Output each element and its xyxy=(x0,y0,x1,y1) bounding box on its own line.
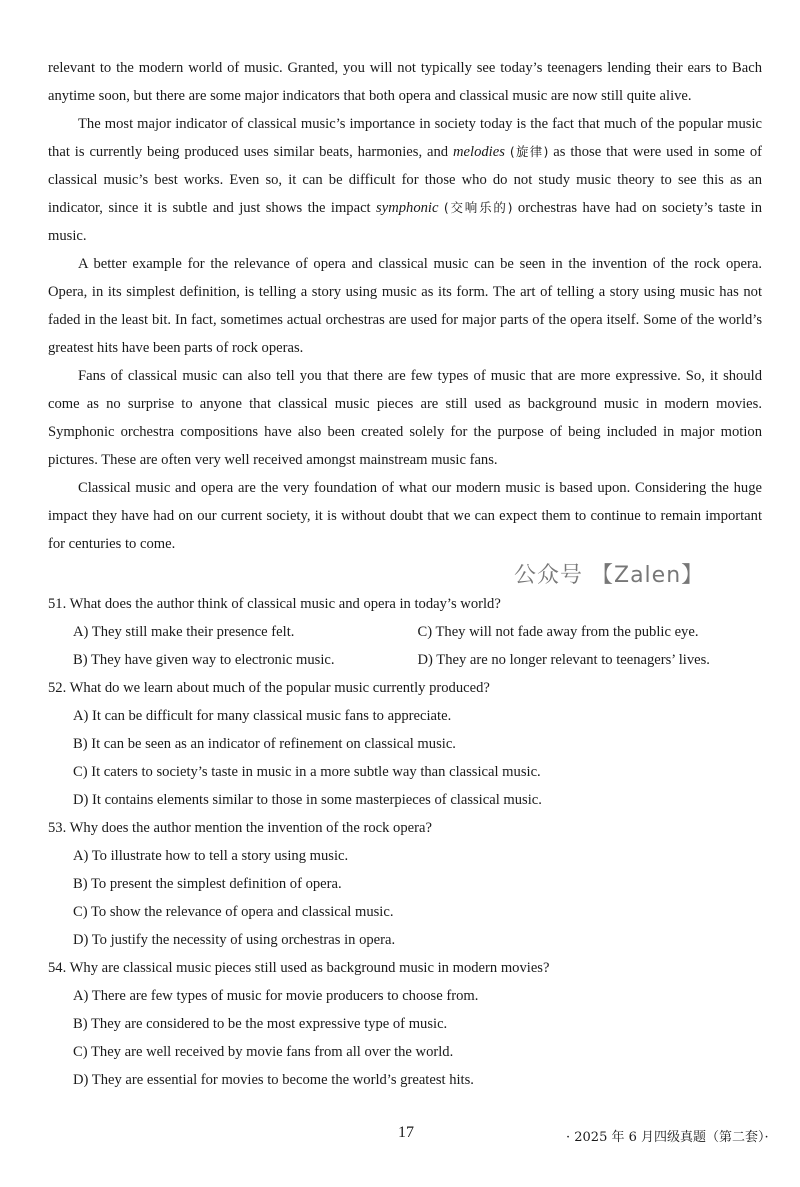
question-52 xyxy=(48,674,762,814)
question-54 xyxy=(48,954,762,1094)
option-row xyxy=(48,618,762,646)
option-d: D) To justify the necessity of using orchestras in opera. xyxy=(73,932,396,948)
option-a: A) To illustrate how to tell a story using music. xyxy=(73,848,349,864)
vocab-gloss: (交响乐的) xyxy=(443,200,513,215)
option-a: A) It can be difficult for many classical music fans to appreciate. xyxy=(73,708,452,724)
passage-text: The most major indicator of classical music’s importance in society today is the fact that much of the popular music that is currently being produced uses similar beats, harmonies, and xyxy=(48,116,762,160)
option-b: B) To present the simplest definition of opera. xyxy=(73,876,342,892)
passage-paragraph-2: A better example for the relevance of opera and classical music can be seen in the invention of the rock opera. Opera, in its simplest definition, is telling a story using music as its form. The art of telling a story using music has not faded in the least bit. In fact, sometimes actual orchestras are used for major parts of the opera itself. Some of the world’s greatest hits have been parts of rock operas. xyxy=(48,256,762,356)
question-stem: 53. Why does the author mention the invention of the rock opera? xyxy=(48,820,432,836)
option-c: C) They are well received by movie fans from all over the world. xyxy=(73,1044,454,1060)
question-stem: 51. What does the author think of classical music and opera in today’s world? xyxy=(48,596,501,612)
passage-paragraph-4: Classical music and opera are the very foundation of what our modern music is based upon. Considering the huge impact they have had on our current society, it is without doubt that we can expect them to continue to remain important for centuries to come. xyxy=(48,480,762,552)
option-c: C) They will not fade away from the public eye. xyxy=(417,624,699,640)
question-51 xyxy=(48,590,762,674)
passage-paragraph-3: Fans of classical music can also tell you that there are few types of music that are more expressive. So, it should come as no surprise to anyone that classical music pieces are still used as background music in modern movies. Symphonic orchestra compositions have also been created solely for the purpose of being included in major motion pictures. These are often very well received amongst mainstream music fans. xyxy=(48,368,762,468)
page-number: 17 xyxy=(398,1124,414,1141)
option-b: B) They have given way to electronic music. xyxy=(73,652,335,668)
passage-text: as those that were used in some of classical music’s best works. Even so, it can be difficult for those who do not study music theory to see this as an indicator, since it is subtle and just shows the impact xyxy=(48,144,762,216)
vocab-melodies: melodies xyxy=(453,144,505,160)
vocab-gloss: (旋律) xyxy=(509,144,549,159)
reading-passage xyxy=(48,54,762,558)
question-stem: 54. Why are classical music pieces still used as background music in modern movies? xyxy=(48,960,550,976)
option-row xyxy=(48,646,762,674)
option-c: C) It caters to society’s taste in music in a more subtle way than classical music. xyxy=(73,764,541,780)
passage-text: orchestras have had on society’s taste in music. xyxy=(48,200,762,244)
option-a: A) There are few types of music for movie producers to choose from. xyxy=(73,988,479,1004)
question-list xyxy=(48,590,762,1094)
option-b: B) They are considered to be the most expressive type of music. xyxy=(73,1016,448,1032)
option-d: D) It contains elements similar to those in some masterpieces of classical music. xyxy=(73,792,542,808)
option-a: A) They still make their presence felt. xyxy=(73,624,295,640)
option-b: B) It can be seen as an indicator of refinement on classical music. xyxy=(73,736,456,752)
option-c: C) To show the relevance of opera and classical music. xyxy=(73,904,394,920)
option-d: D) They are no longer relevant to teenagers’ lives. xyxy=(417,652,710,668)
question-stem: 52. What do we learn about much of the popular music currently produced? xyxy=(48,680,490,696)
question-53 xyxy=(48,814,762,954)
option-d: D) They are essential for movies to become the world’s greatest hits. xyxy=(73,1072,474,1088)
vocab-symphonic: symphonic xyxy=(376,200,439,216)
watermark: 公众号 【Zalen】 xyxy=(514,563,705,588)
passage-paragraph-0: relevant to the modern world of music. Granted, you will not typically see today’s teenagers lending their ears to Bach anytime soon, but there are some major indicators that both opera and classical music are now still quite alive. xyxy=(48,60,762,104)
passage-paragraph-1 xyxy=(48,110,762,250)
footer-title: · 2025 年 6 月四级真题（第二套）· xyxy=(566,1130,769,1145)
